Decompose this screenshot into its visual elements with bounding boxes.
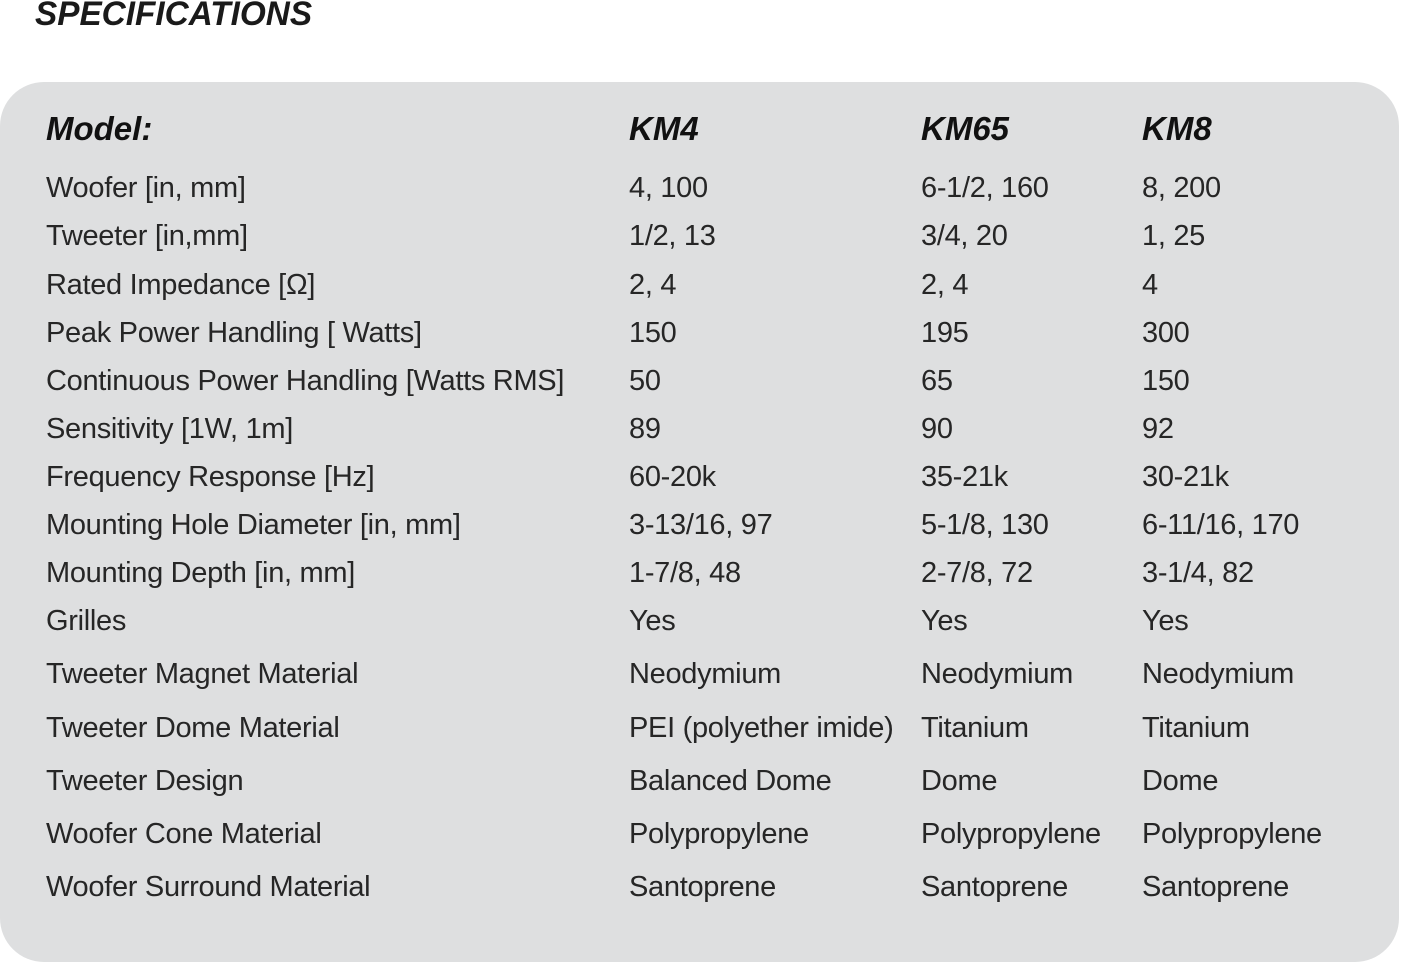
header-model: Model: [46,110,153,147]
km8-value: 8, 200 [1142,172,1221,204]
km65-value: Yes [921,605,968,637]
row-label: Mounting Hole Diameter [in, mm] [46,509,461,541]
table-row [0,553,1399,593]
table-row [0,409,1399,449]
km4-value: 1/2, 13 [629,220,716,252]
km8-value: 300 [1142,317,1190,349]
km65-value: Santoprene [921,871,1068,903]
km65-value: 65 [921,365,953,397]
km65-value: 2, 4 [921,269,969,301]
km4-value: 3-13/16, 97 [629,509,773,541]
row-label: Mounting Depth [in, mm] [46,557,356,589]
table-row [0,505,1399,545]
table-row [0,654,1399,694]
km4-value: Balanced Dome [629,765,832,797]
km65-value: Titanium [921,712,1029,744]
km65-value: 2-7/8, 72 [921,557,1033,589]
row-label: Frequency Response [Hz] [46,461,375,493]
km65-value: 90 [921,413,953,445]
km65-value: 195 [921,317,969,349]
km65-value: Polypropylene [921,818,1101,850]
km4-value: 2, 4 [629,269,677,301]
header-km4: KM4 [629,110,699,147]
table-row [0,761,1399,801]
km4-value: 89 [629,413,661,445]
table-row [0,708,1399,748]
table-row [0,265,1399,305]
km4-value: Polypropylene [629,818,809,850]
row-label: Woofer Cone Material [46,818,322,850]
km65-value: Neodymium [921,658,1074,690]
km8-value: Polypropylene [1142,818,1322,850]
km4-value: Santoprene [629,871,776,903]
km8-value: 92 [1142,413,1174,445]
km8-value: 3-1/4, 82 [1142,557,1254,589]
km4-value: 4, 100 [629,172,708,204]
table-row [0,361,1399,401]
km8-value: Santoprene [1142,871,1289,903]
km8-value: 6-11/16, 170 [1142,509,1300,541]
table-row [0,867,1399,907]
km8-value: Yes [1142,605,1189,637]
row-label: Grilles [46,605,127,637]
km65-value: 5-1/8, 130 [921,509,1049,541]
km4-value: 60-20k [629,461,716,493]
km65-value: 35-21k [921,461,1008,493]
table-row [0,313,1399,353]
table-row [0,814,1399,854]
row-label: Sensitivity [1W, 1m] [46,413,294,445]
km8-value: 4 [1142,269,1158,301]
row-label: Tweeter Magnet Material [46,658,359,690]
row-label: Tweeter Design [46,765,244,797]
km65-value: 6-1/2, 160 [921,172,1049,204]
row-label: Woofer [in, mm] [46,172,246,204]
km4-value: PEI (polyether imide) [629,712,894,744]
km8-value: 1, 25 [1142,220,1205,252]
table-row [0,216,1399,256]
km65-value: 3/4, 20 [921,220,1008,252]
km8-value: Titanium [1142,712,1250,744]
table-row [0,168,1399,208]
row-label: Tweeter Dome Material [46,712,340,744]
header-km65: KM65 [921,110,1010,147]
table-row [0,601,1399,641]
table-row [0,457,1399,497]
row-label: Peak Power Handling [ Watts] [46,317,422,349]
specifications-table [0,82,1399,962]
km8-value: 150 [1142,365,1190,397]
row-label: Woofer Surround Material [46,871,371,903]
km4-value: Neodymium [629,658,782,690]
km4-value: Yes [629,605,676,637]
page-title: SPECIFICATIONS [35,0,313,33]
km4-value: 50 [629,365,661,397]
row-label: Continuous Power Handling [Watts RMS] [46,365,565,397]
row-label: Rated Impedance [Ω] [46,269,316,301]
km8-value: 30-21k [1142,461,1229,493]
km65-value: Dome [921,765,998,797]
row-label: Tweeter [in,mm] [46,220,248,252]
header-km8: KM8 [1142,110,1212,147]
km8-value: Dome [1142,765,1219,797]
table-header-row [0,109,1399,149]
km4-value: 150 [629,317,677,349]
km4-value: 1-7/8, 48 [629,557,741,589]
km8-value: Neodymium [1142,658,1295,690]
